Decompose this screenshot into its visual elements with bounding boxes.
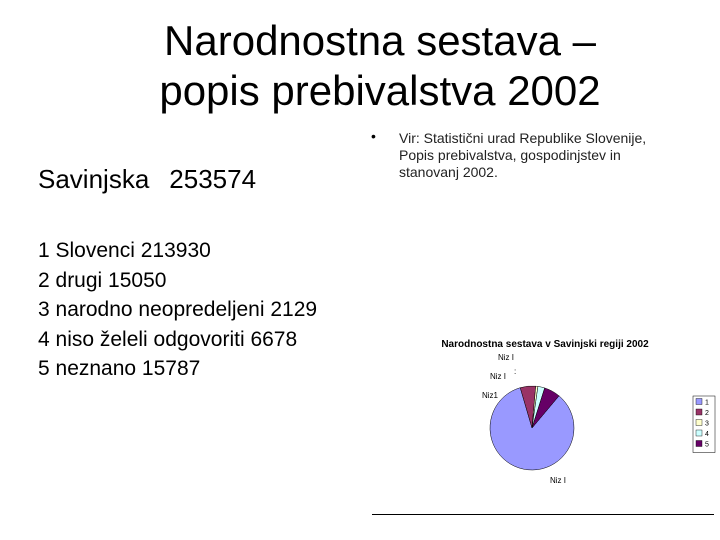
nationality-list bbox=[38, 236, 317, 384]
slice-label: Niz I bbox=[550, 476, 566, 485]
list-item: 4 niso želeli odgovoriti 6678 bbox=[38, 327, 298, 351]
source-note: Vir: Statistični urad Republike Slovenije, Popis prebivalstva, gospodinjstev in stanovanj 2002. bbox=[399, 130, 647, 180]
divider-line bbox=[372, 514, 714, 515]
legend-label-5: 5 bbox=[705, 441, 709, 449]
region-heading bbox=[38, 164, 256, 195]
legend-label-4: 4 bbox=[705, 431, 709, 438]
legend-swatch-5 bbox=[696, 441, 702, 447]
list-item: 5 neznano 15787 bbox=[38, 357, 201, 380]
list-item: 1 Slovenci 213930 bbox=[38, 239, 211, 262]
chart-title: Narodnostna sestava v Savinjski regiji 2002 bbox=[441, 339, 649, 350]
slice-label: Niz1 bbox=[482, 391, 499, 400]
legend-swatch-3 bbox=[696, 420, 702, 426]
legend-swatch-4 bbox=[696, 430, 702, 436]
title-line-2: popis prebivalstva 2002 bbox=[159, 67, 601, 114]
slide-title bbox=[80, 16, 680, 116]
legend-swatch-1 bbox=[696, 399, 702, 405]
slice-label: Niz I bbox=[490, 372, 506, 381]
legend-label-1: 1 bbox=[705, 399, 709, 407]
legend-label-3: 3 bbox=[705, 420, 709, 428]
legend-swatch-2 bbox=[696, 409, 702, 415]
pie-chart bbox=[420, 330, 720, 500]
list-item: 3 narodno neopredeljeni 2129 bbox=[38, 298, 318, 321]
region-name: Savinjska bbox=[38, 164, 150, 194]
region-total: 253574 bbox=[169, 164, 257, 194]
slice-label: : bbox=[514, 367, 517, 376]
legend-label-2: 2 bbox=[705, 410, 709, 417]
source-bullet: • bbox=[371, 128, 376, 144]
list-item: 2 drugi 15050 bbox=[38, 268, 167, 292]
slice-label: Niz I bbox=[498, 353, 514, 362]
title-line-1: Narodnostna sestava – bbox=[164, 17, 596, 64]
